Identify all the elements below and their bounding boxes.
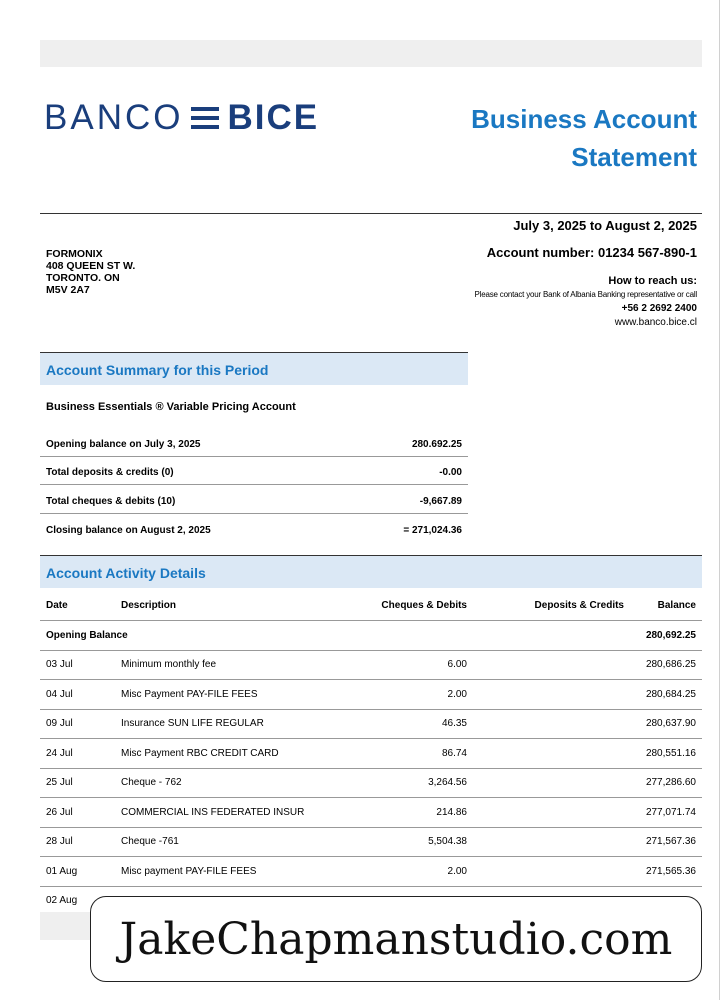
row-date: 03 Jul	[40, 650, 115, 680]
row-balance: 271,565.36	[630, 857, 702, 887]
row-debit: 214.86	[359, 798, 473, 828]
summary-value: 280.692.25	[411, 439, 462, 450]
row-date: 01 Aug	[40, 857, 115, 887]
summary-value: -0.00	[439, 467, 462, 478]
row-debit: 2.00	[359, 680, 473, 710]
col-credits: Deposits & Credits	[473, 590, 630, 621]
header-divider	[40, 213, 702, 214]
col-balance: Balance	[630, 590, 702, 621]
row-date: 09 Jul	[40, 709, 115, 739]
opening-balance-row	[40, 621, 702, 651]
watermark-banner: JakeChapmanstudio.com	[90, 896, 702, 982]
table-row	[40, 768, 702, 798]
summary-row-opening	[40, 429, 468, 457]
table-row	[40, 680, 702, 710]
row-balance: 280,551.16	[630, 739, 702, 769]
row-date: 28 Jul	[40, 827, 115, 857]
row-debit: 6.00	[359, 650, 473, 680]
row-description: Misc Payment RBC CREDIT CARD	[115, 739, 359, 769]
row-credit	[473, 650, 630, 680]
document-title	[397, 100, 697, 176]
row-description: Cheque -761	[115, 827, 359, 857]
summary-heading: Account Summary for this Period	[40, 352, 468, 385]
row-balance: 271,567.36	[630, 827, 702, 857]
summary-row-debits	[40, 486, 468, 514]
row-debit: 2.00	[359, 857, 473, 887]
row-balance: 277,071.74	[630, 798, 702, 828]
row-debit: 46.35	[359, 709, 473, 739]
col-description: Description	[115, 590, 359, 621]
account-number: Account number: 01234 567-890-1	[486, 245, 697, 260]
summary-label: Closing balance on August 2, 2025	[46, 525, 211, 536]
header-band	[40, 40, 702, 67]
row-description: Misc payment PAY-FILE FEES	[115, 857, 359, 887]
table-row	[40, 798, 702, 828]
row-description: Minimum monthly fee	[115, 650, 359, 680]
row-description: Misc Payment PAY-FILE FEES	[115, 680, 359, 710]
row-date: 26 Jul	[40, 798, 115, 828]
customer-street: 408 QUEEN ST W.	[46, 260, 136, 272]
title-line-2: Statement	[571, 142, 697, 172]
opening-balance: 280,692.25	[630, 621, 702, 651]
row-description: Cheque - 762	[115, 768, 359, 798]
row-date: 04 Jul	[40, 680, 115, 710]
contact-website[interactable]: www.banco.bice.cl	[614, 317, 697, 328]
summary-row-deposits	[40, 457, 468, 485]
customer-postal: M5V 2A7	[46, 284, 90, 296]
summary-label: Total cheques & debits (10)	[46, 496, 176, 507]
row-balance: 277,286.60	[630, 768, 702, 798]
row-credit	[473, 709, 630, 739]
customer-address	[46, 248, 135, 296]
customer-city: TORONTO. ON	[46, 272, 120, 284]
table-row	[40, 650, 702, 680]
activity-heading: Account Activity Details	[40, 555, 702, 588]
table-row	[40, 709, 702, 739]
statement-period: July 3, 2025 to August 2, 2025	[513, 218, 697, 233]
row-credit	[473, 680, 630, 710]
row-debit: 86.74	[359, 739, 473, 769]
row-balance: 280,637.90	[630, 709, 702, 739]
row-date: 24 Jul	[40, 739, 115, 769]
customer-name: FORMONIX	[46, 248, 103, 260]
row-balance: 280,686.25	[630, 650, 702, 680]
table-row	[40, 739, 702, 769]
logo-bars-icon	[191, 107, 219, 129]
opening-label: Opening Balance	[40, 621, 359, 651]
summary-label: Total deposits & credits (0)	[46, 467, 174, 478]
row-credit	[473, 768, 630, 798]
row-description: Insurance SUN LIFE REGULAR	[115, 709, 359, 739]
table-header-row	[40, 590, 702, 621]
summary-label: Opening balance on July 3, 2025	[46, 439, 201, 450]
row-debit: 3,264.56	[359, 768, 473, 798]
logo-word-banco: BANCO	[44, 98, 184, 137]
row-date: 02 Aug	[46, 895, 78, 907]
col-debits: Cheques & Debits	[359, 590, 473, 621]
table-row	[40, 827, 702, 857]
bank-logo	[44, 96, 319, 140]
row-credit	[473, 857, 630, 887]
summary-value: -9,667.89	[419, 496, 462, 507]
row-date: 25 Jul	[40, 768, 115, 798]
row-debit: 5,504.38	[359, 827, 473, 857]
row-description: COMMERCIAL INS FEDERATED INSUR	[115, 798, 359, 828]
contact-phone: +56 2 2692 2400	[621, 303, 697, 314]
summary-row-closing	[40, 514, 468, 542]
table-row	[40, 857, 702, 887]
row-credit	[473, 739, 630, 769]
row-credit	[473, 798, 630, 828]
contact-text: Please contact your Bank of Albania Banking representative or call	[474, 290, 697, 299]
row-credit	[473, 827, 630, 857]
activity-table	[40, 590, 702, 915]
title-line-1: Business Account	[471, 104, 697, 134]
col-date: Date	[40, 590, 115, 621]
product-name: Business Essentials ® Variable Pricing Account	[46, 401, 296, 413]
contact-title: How to reach us:	[608, 275, 697, 287]
logo-word-bice: BICE	[227, 98, 320, 137]
row-balance: 280,684.25	[630, 680, 702, 710]
summary-value: = 271,024.36	[403, 525, 462, 536]
